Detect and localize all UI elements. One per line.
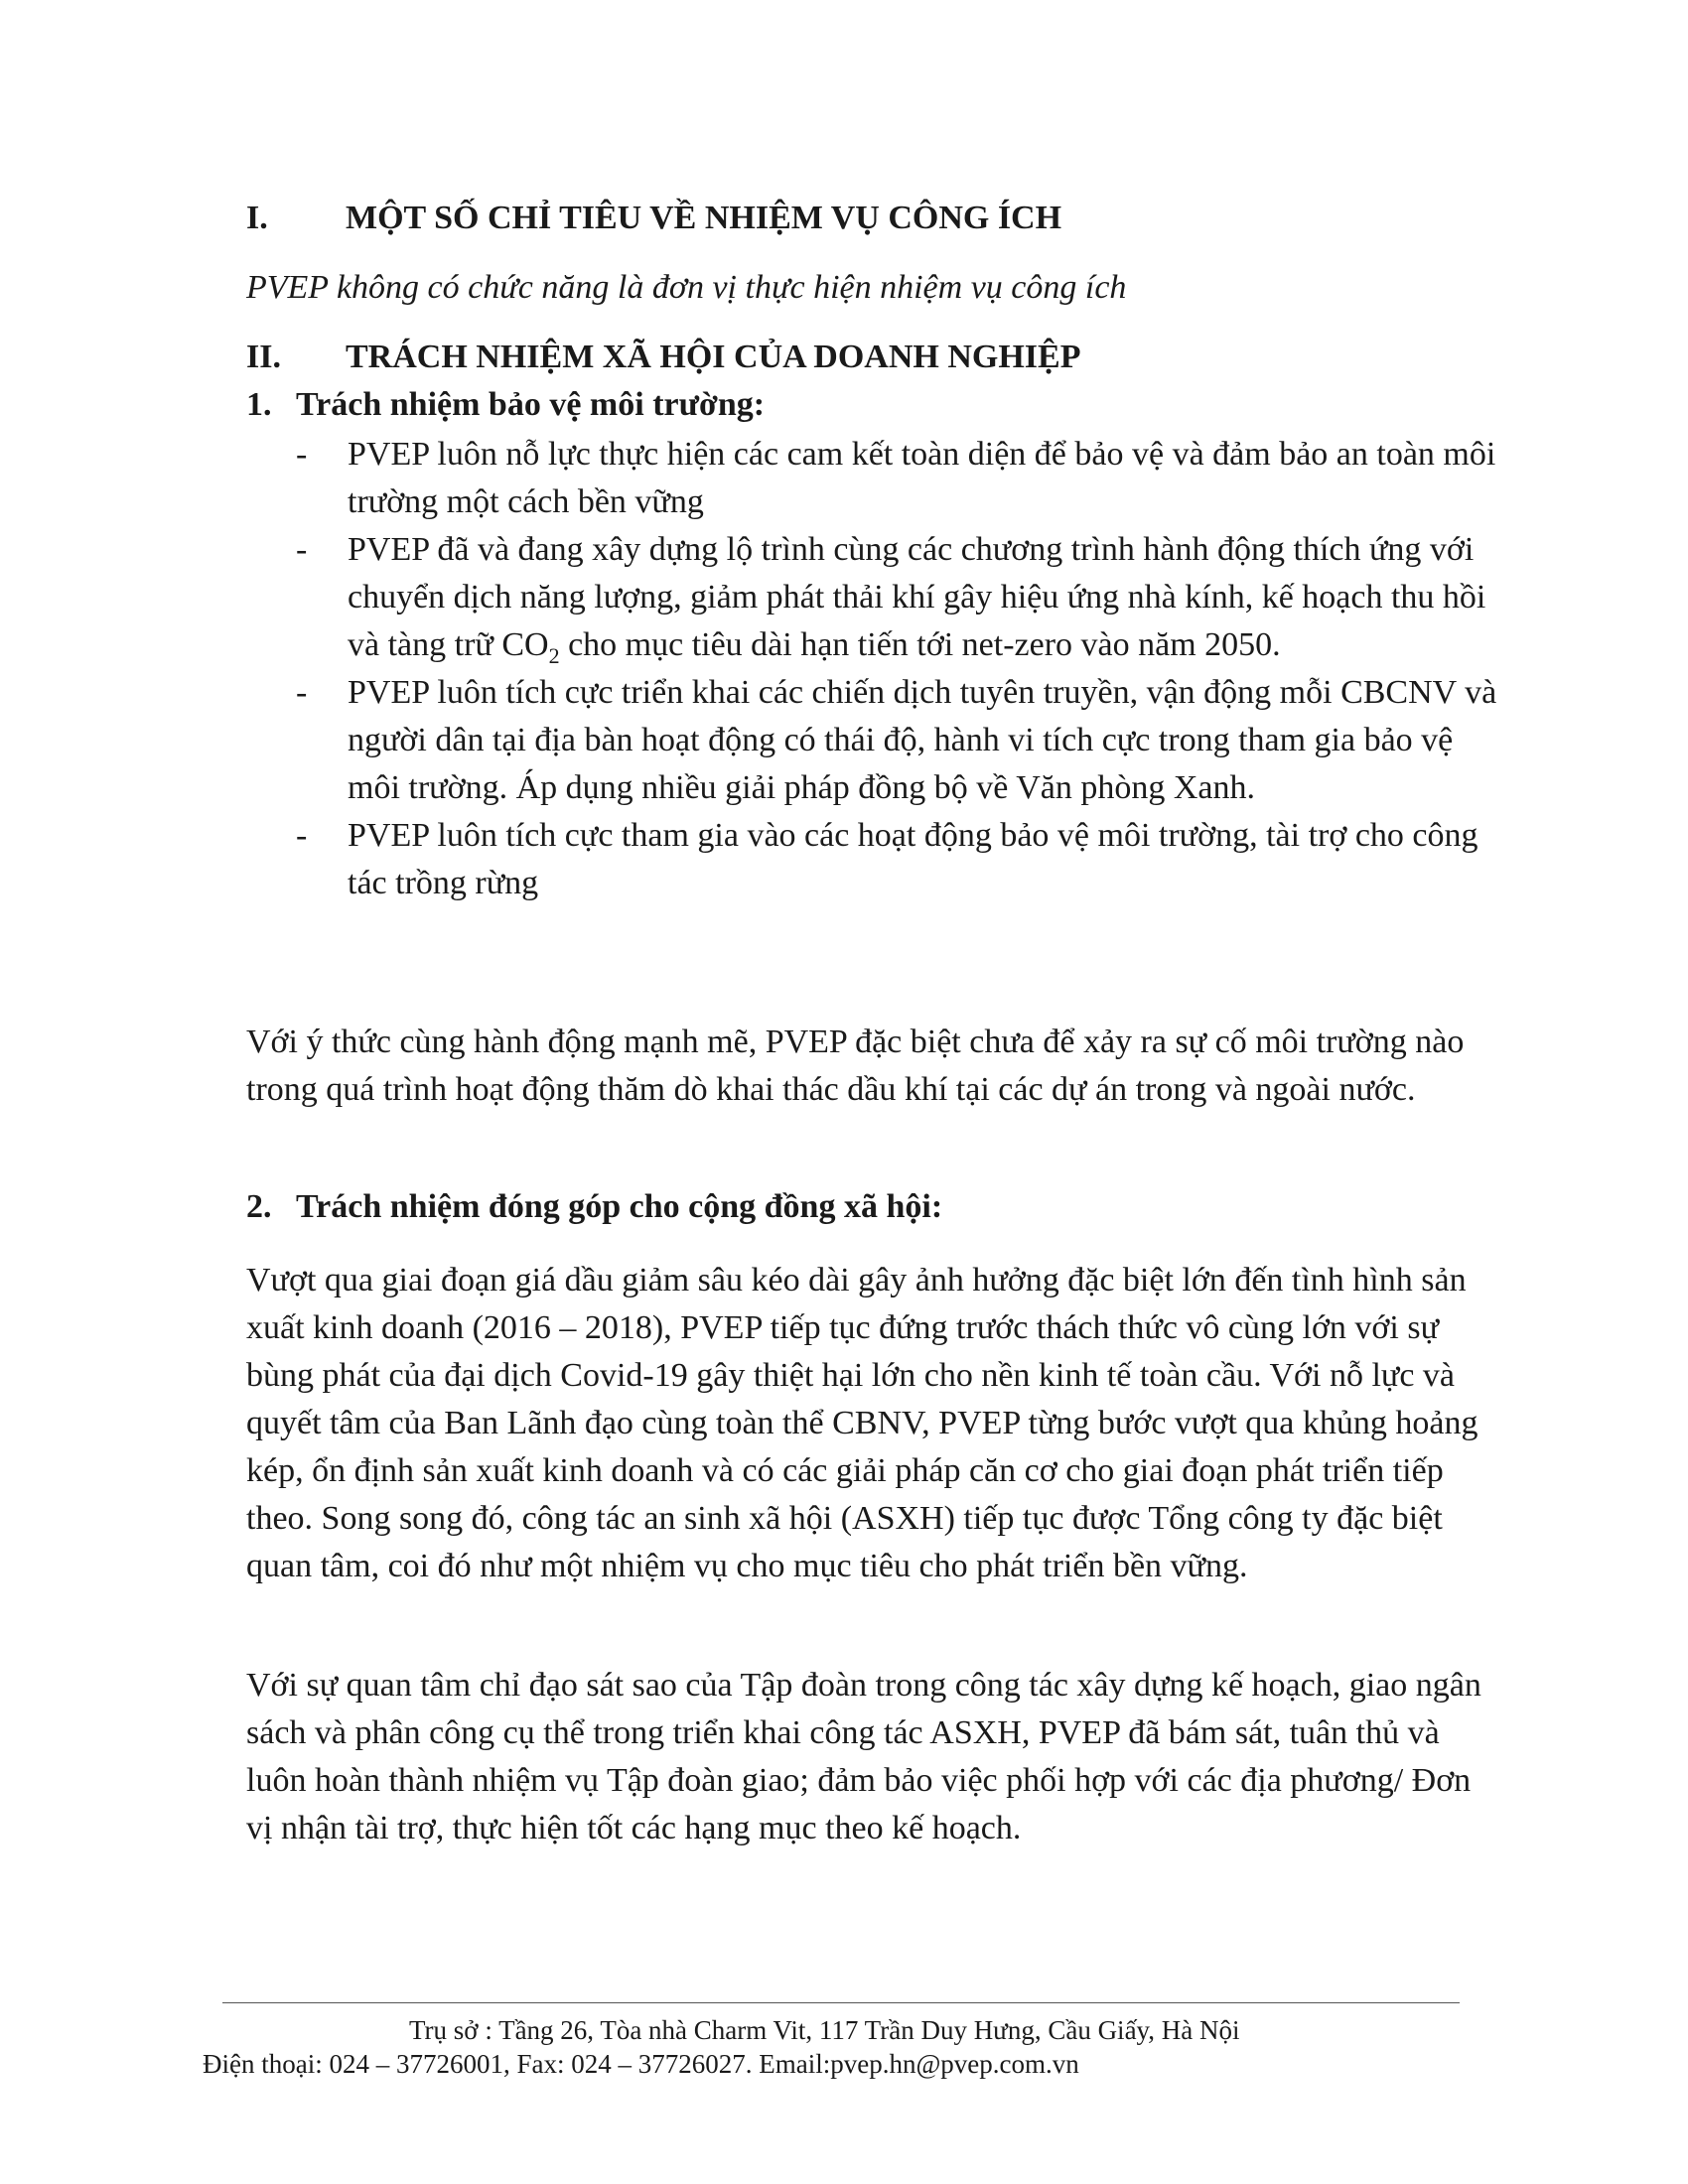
footer-contact: Điện thoại: 024 – 37726001, Fax: 024 – 37726027. Email:pvep.hn@pvep.com.vn	[203, 2049, 1079, 2079]
section-2-number: II.	[246, 339, 281, 375]
section-1-heading	[246, 199, 1061, 238]
bullet-text	[348, 531, 1486, 668]
subsection-1-title: Trách nhiệm bảo vệ môi trường:	[296, 386, 766, 423]
community-paragraph-1: Vượt qua giai đoạn giá dầu giảm sâu kéo dài gây ảnh hưởng đặc biệt lớn đến tình hình sản xuất kinh doanh (2016 – 2018), PVEP tiếp tục đứng trước thách thức vô cùng lớn với sự bùng phát của đại dịch Covid-19 gây thiệt hại lớn cho nền kinh tế toàn cầu. Với nỗ lực và quyết tâm của Ban Lãnh đạo cùng toàn thể CBNV, PVEP từng bước vượt qua khủng hoảng kép, ổn định sản xuất kinh doanh và có các giải pháp căn cơ cho giai đoạn phát triển tiếp theo. Song song đó, công tác an sinh xã hội (ASXH) tiếp tục được Tổng công ty đặc biệt quan tâm, coi đó như một nhiệm vụ cho mục tiêu cho phát triển bền vững.	[246, 1262, 1478, 1584]
section-2-title: TRÁCH NHIỆM XÃ HỘI CỦA DOANH NGHIỆP	[346, 339, 1081, 375]
bullet-item	[296, 669, 1497, 812]
co2-subscript: 2	[548, 642, 560, 668]
community-paragraph-2: Với sự quan tâm chỉ đạo sát sao của Tập đoàn trong công tác xây dựng kế hoạch, giao ngân sách và phân công cụ thể trong triển khai công tác ASXH, PVEP đã bám sát, tuân thủ và luôn hoàn thành nhiệm vụ Tập đoàn giao; đảm bảo việc phối hợp với các địa phương/ Đơn vị nhận tài trợ, thực hiện tốt các hạng mục theo kế hoạch.	[246, 1667, 1481, 1846]
subsection-2-heading	[246, 1187, 942, 1227]
bullet-text: PVEP luôn nỗ lực thực hiện các cam kết toàn diện để bảo vệ và đảm bảo an toàn môi trường một cách bền vững	[348, 436, 1496, 520]
subsection-1-heading	[246, 385, 765, 425]
bullet-dash: -	[296, 531, 308, 568]
bullet-text-before: PVEP đã và đang xây dựng lộ trình cùng các chương trình hành động thích ứng với chuyển dịch năng lượng, giảm phát thải khí gây hiệu ứng nhà kính, kế hoạch thu hồi và tàng trữ CO	[348, 531, 1486, 663]
bullet-dash: -	[296, 674, 308, 711]
environment-bullet-list	[296, 431, 1497, 907]
footer-divider	[222, 2002, 1460, 2003]
section-1-title: MỘT SỐ CHỈ TIÊU VỀ NHIỆM VỤ CÔNG ÍCH	[346, 200, 1062, 236]
section-2-heading	[246, 338, 1080, 377]
subsection-2-number: 2.	[246, 1188, 272, 1225]
section-1-note: PVEP không có chức năng là đơn vị thực hiện nhiệm vụ công ích	[246, 269, 1127, 306]
bullet-text: PVEP luôn tích cực triển khai các chiến dịch tuyên truyền, vận động mỗi CBCNV và người dân tại địa bàn hoạt động có thái độ, hành vi tích cực trong tham gia bảo vệ môi trường. Áp dụng nhiều giải pháp đồng bộ về Văn phòng Xanh.	[348, 674, 1497, 806]
bullet-text: PVEP luôn tích cực tham gia vào các hoạt động bảo vệ môi trường, tài trợ cho công tác trồng rừng	[348, 817, 1478, 901]
bullet-dash: -	[296, 817, 308, 854]
bullet-item	[296, 431, 1497, 526]
bullet-item	[296, 526, 1497, 669]
subsection-1-number: 1.	[246, 386, 272, 423]
bullet-text-after: cho mục tiêu dài hạn tiến tới net-zero vào năm 2050.	[559, 626, 1281, 663]
subsection-2-title: Trách nhiệm đóng góp cho cộng đồng xã hội:	[296, 1188, 943, 1225]
bullet-item	[296, 812, 1497, 907]
footer-address: Trụ sở : Tầng 26, Tòa nhà Charm Vit, 117 Trần Duy Hưng, Cầu Giấy, Hà Nội	[409, 2015, 1240, 2045]
environment-conclusion: Với ý thức cùng hành động mạnh mẽ, PVEP đặc biệt chưa để xảy ra sự cố môi trường nào trong quá trình hoạt động thăm dò khai thác dầu khí tại các dự án trong và ngoài nước.	[246, 1024, 1465, 1108]
section-1-number: I.	[246, 200, 268, 236]
bullet-dash: -	[296, 436, 308, 473]
